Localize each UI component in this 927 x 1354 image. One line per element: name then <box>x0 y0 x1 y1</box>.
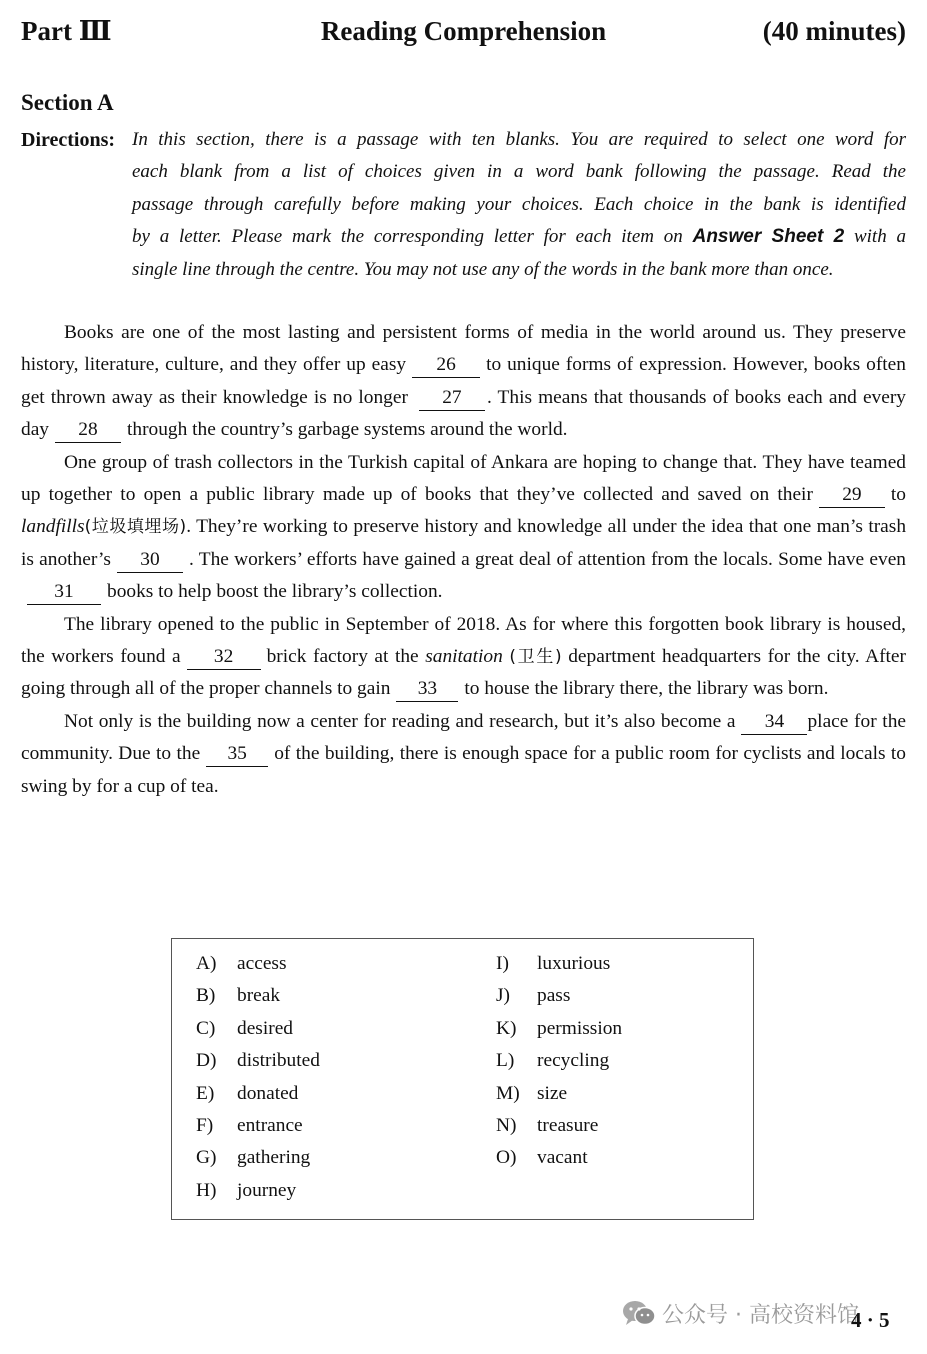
chinese-gloss: (垃圾填埋场) <box>84 517 187 538</box>
option-letter: D) <box>196 1050 217 1072</box>
word-option[interactable] <box>496 1110 622 1142</box>
page-header <box>21 16 906 56</box>
option-letter: J) <box>496 985 511 1007</box>
word-option[interactable] <box>196 1175 320 1207</box>
directions-text: by a letter. Please mark the corresponding letter for each item on <box>132 226 683 248</box>
part-label: Part Ⅲ <box>21 16 112 46</box>
option-letter: G) <box>196 1147 217 1169</box>
option-word: gathering <box>237 1147 311 1169</box>
word-option[interactable] <box>496 1045 622 1077</box>
passage-text: place for the community. Due to the <box>21 710 906 765</box>
option-word: size <box>537 1082 568 1104</box>
passage <box>21 317 906 803</box>
word-bank-column-left <box>196 948 320 1207</box>
option-letter: F) <box>196 1114 214 1136</box>
page-number: 4 · 5 <box>851 1308 890 1332</box>
option-letter: M) <box>496 1082 520 1104</box>
option-word: desired <box>237 1017 293 1039</box>
word-option[interactable] <box>196 1110 320 1142</box>
answer-sheet-reference: Answer Sheet 2 <box>692 226 845 248</box>
word-option[interactable] <box>496 1013 622 1045</box>
word-option[interactable] <box>196 948 320 980</box>
word-option[interactable] <box>496 980 622 1012</box>
blank-29[interactable]: 29 <box>819 483 885 508</box>
section-title: Section A <box>21 90 114 115</box>
word-option[interactable] <box>196 1013 320 1045</box>
passage-paragraph <box>21 317 906 447</box>
blank-35[interactable]: 35 <box>206 742 268 767</box>
passage-text: The library opened to the public in September of 2018. As for where this forgotten book library is housed, the workers found a <box>21 613 906 668</box>
directions-line: each blank from a list of choices given in a word bank following the passage. Read the <box>132 161 906 183</box>
passage-text: . This means that thousands of books each and every day <box>21 386 906 441</box>
passage-text: brick factory at the <box>266 646 419 668</box>
directions-line: single line through the centre. You may not use any of the words in the bank more than once. <box>132 258 834 280</box>
blank-26[interactable]: 26 <box>412 353 480 378</box>
passage-paragraph <box>21 706 906 803</box>
glossed-word: landfills <box>21 516 85 538</box>
option-word: recycling <box>537 1050 610 1072</box>
blank-33[interactable]: 33 <box>396 677 458 702</box>
passage-text: of the building, there is enough space for a public room for cyclists and locals to swing by for a cup of tea. <box>21 743 906 797</box>
option-word: access <box>237 953 287 974</box>
option-word: distributed <box>237 1050 320 1072</box>
passage-text: to unique forms of expression. However, books often get thrown away as their knowledge is no longer <box>21 354 906 408</box>
passage-text: books to help boost the library’s collection. <box>107 581 443 603</box>
watermark <box>622 1298 859 1333</box>
directions-line <box>132 221 906 253</box>
word-option[interactable] <box>196 1078 320 1110</box>
passage-paragraph <box>21 447 906 609</box>
word-option[interactable] <box>196 1142 320 1174</box>
option-word: permission <box>537 1017 623 1039</box>
option-word: vacant <box>537 1147 588 1169</box>
passage-text: to <box>890 484 906 506</box>
blank-27[interactable]: 27 <box>419 386 485 411</box>
option-letter: K) <box>496 1017 517 1039</box>
option-letter: I) <box>496 953 509 974</box>
blank-28[interactable]: 28 <box>55 418 121 443</box>
passage-text: . They’re working to preserve history and knowledge all under the idea that one man’s trash is another’s <box>21 516 907 570</box>
option-word: donated <box>237 1082 299 1104</box>
word-option[interactable] <box>196 1045 320 1077</box>
option-word: journey <box>237 1179 297 1201</box>
watermark-text: 公众号 · 高校资料馆 <box>662 1303 859 1328</box>
option-word: treasure <box>537 1114 599 1136</box>
word-option[interactable] <box>496 1078 622 1110</box>
passage-paragraph <box>21 609 906 706</box>
option-word: luxurious <box>537 953 611 974</box>
option-letter: L) <box>496 1050 515 1072</box>
option-letter: B) <box>196 985 216 1007</box>
option-letter: C) <box>196 1017 216 1039</box>
passage-text: to house the library there, the library was born. <box>464 678 829 700</box>
blank-32[interactable]: 32 <box>187 645 261 670</box>
word-bank-column-right <box>496 948 622 1175</box>
passage-text: Not only is the building now a center for reading and research, but it’s also become a <box>64 710 736 732</box>
option-letter: N) <box>496 1114 517 1136</box>
option-letter: H) <box>196 1179 217 1201</box>
word-bank <box>171 938 754 1220</box>
blank-31[interactable]: 31 <box>27 580 101 605</box>
passage-text: One group of trash collectors in the Turkish capital of Ankara are hoping to change that. They have teamed up together to open a public library made up of books that they’ve collected and saved on their <box>21 451 906 506</box>
glossed-word: sanitation <box>425 646 503 668</box>
passage-text: through the country’s garbage systems around the world. <box>127 419 568 441</box>
option-letter: E) <box>196 1082 215 1104</box>
passage-text: . The workers’ efforts have gained a great deal of attention from the locals. Some have even <box>188 548 906 570</box>
time-limit: (40 minutes) <box>762 16 906 46</box>
passage-text: Books are one of the most lasting and persistent forms of media in the world around us. They preserve history, literature, culture, and they offer up easy <box>21 322 906 376</box>
directions-text: with a <box>853 226 907 248</box>
directions-label: Directions: <box>21 129 116 151</box>
option-word: entrance <box>237 1114 303 1136</box>
part-title: Reading Comprehension <box>320 16 607 46</box>
directions-line: passage through carefully before making your choices. Each choice in the bank is identified <box>132 193 906 215</box>
blank-30[interactable]: 30 <box>117 548 183 573</box>
option-letter: O) <box>496 1147 517 1169</box>
option-word: pass <box>537 985 571 1007</box>
directions-block <box>21 124 906 286</box>
directions-line: In this section, there is a passage with ten blanks. You are required to select one word for <box>132 129 906 150</box>
word-option[interactable] <box>196 980 320 1012</box>
blank-34[interactable]: 34 <box>741 710 807 735</box>
option-letter: A) <box>196 953 217 974</box>
wechat-icon <box>622 1299 656 1333</box>
passage-text: department headquarters for the city. After going through all of the proper channels to gain <box>21 646 906 700</box>
word-option[interactable] <box>496 1142 622 1174</box>
option-word: break <box>237 985 281 1007</box>
chinese-gloss: (卫生) <box>509 647 562 668</box>
word-option[interactable] <box>496 948 622 980</box>
